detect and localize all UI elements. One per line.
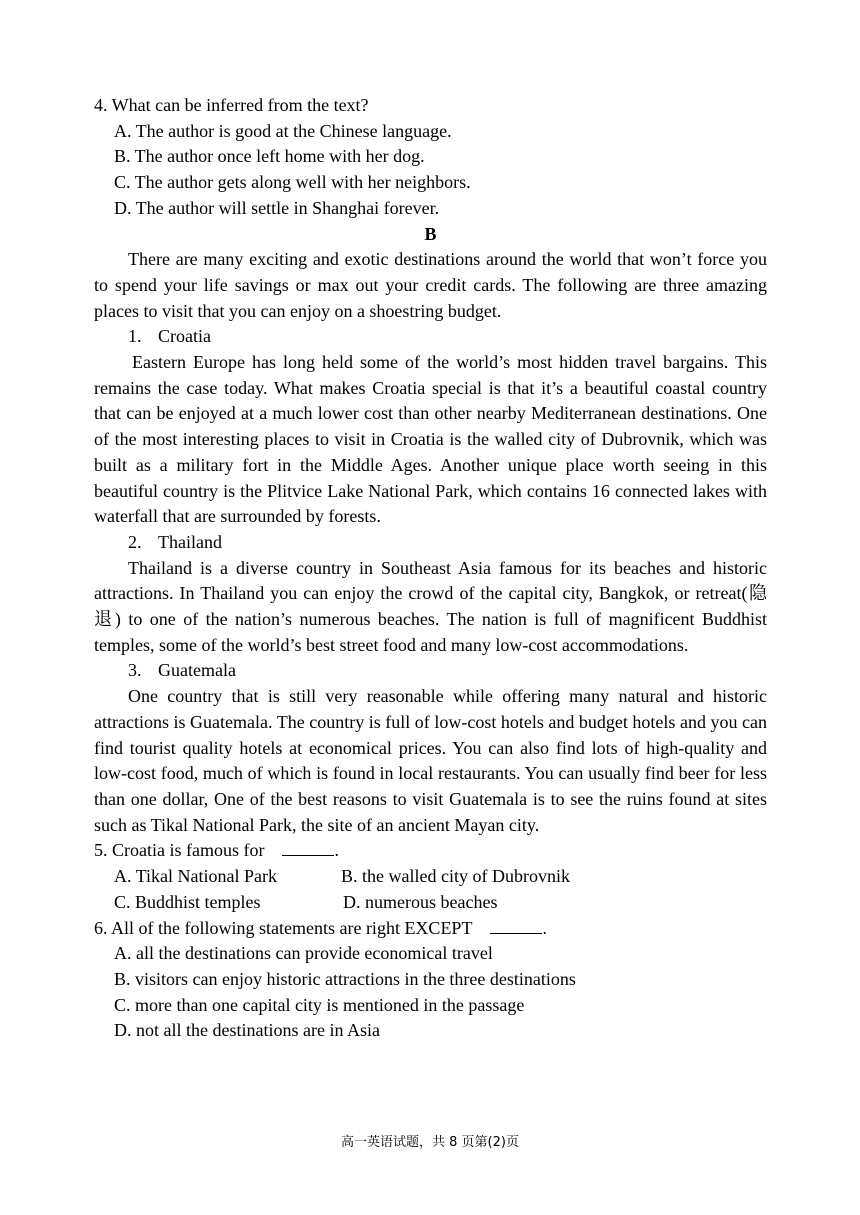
section-b-heading: B <box>424 223 437 244</box>
place-1-heading <box>94 324 767 350</box>
question-4-option-a: A. The author is good at the Chinese language. <box>114 120 452 141</box>
question-4-option-d: D. The author will settle in Shanghai forever. <box>114 197 440 218</box>
question-6-stem-text: 6. All of the following statements are right EXCEPT <box>94 917 473 938</box>
question-6-option-d: D. not all the destinations are in Asia <box>114 1020 380 1041</box>
question-6-option-c: C. more than one capital city is mentioned in the passage <box>114 994 525 1015</box>
place-3-number: 3. <box>128 660 142 681</box>
question-5-option-d: D. numerous beaches <box>343 891 498 912</box>
question-5-stem-end: . <box>334 840 339 861</box>
question-5-stem-text: 5. Croatia is famous for <box>94 840 265 861</box>
place-2-name: Thailand <box>158 531 222 552</box>
place-2-body <box>94 556 767 659</box>
place-2-paragraph: Thailand is a diverse country in Southeast Asia famous for its beaches and historic attractions. In Thailand you can enjoy the crowd of the capital city, Bangkok, or retreat(隐退) to one of the nation’s numerous beaches. The nation is full of magnificent Buddhist temples, some of the world’s best street food and many low-cost accommodations. <box>94 557 767 655</box>
intro-paragraph: There are many exciting and exotic destinations around the world that won’t force you to spend your life savings or max out your credit cards. The following are three amazing places to visit that you can enjoy on a shoestring budget. <box>94 249 767 321</box>
page-footer: 高一英语试题，共 8 页第(2)页 <box>341 1135 519 1150</box>
place-2-heading <box>94 530 767 556</box>
question-6-option-b: B. visitors can enjoy historic attractions in the three destinations <box>114 968 576 989</box>
question-5-stem <box>94 838 767 864</box>
place-3-heading <box>94 658 767 684</box>
answer-blank <box>282 838 334 856</box>
question-5-options-row-2 <box>94 890 767 916</box>
place-3-paragraph: One country that is still very reasonable while offering many natural and historic attractions is Guatemala. The country is full of low-cost hotels and budget hotels and you can find tourist quality hotels at economical prices. You can also find lots of high-quality and low-cost food, much of which is found in local restaurants. You can usually find beer for less than one dollar, One of the best reasons to visit Guatemala is to see the ruins found at sites such as Tikal National Park, the site of an ancient Mayan city. <box>94 686 767 835</box>
question-4-stem: 4. What can be inferred from the text? <box>94 95 369 115</box>
question-5-option-a: A. Tikal National Park <box>114 866 278 887</box>
place-1-body <box>94 350 767 530</box>
question-4-option-c: C. The author gets along well with her neighbors. <box>114 172 471 193</box>
place-3-name: Guatemala <box>158 660 236 681</box>
place-3-body <box>94 684 767 838</box>
section-b-intro <box>94 247 767 324</box>
question-5-options-row-1 <box>94 864 767 890</box>
place-1-name: Croatia <box>158 326 211 347</box>
question-6-stem-end: . <box>542 917 547 938</box>
place-1-number: 1. <box>128 326 142 347</box>
answer-blank <box>490 916 542 934</box>
question-5-option-c: C. Buddhist temples <box>114 891 261 912</box>
place-2-number: 2. <box>128 531 142 552</box>
place-1-paragraph: Eastern Europe has long held some of the world’s most hidden travel bargains. This remains the case today. What makes Croatia special is that it’s a beautiful coastal country that can be enjoyed at a much lower cost than other nearby Mediterranean destinations. One of the most interesting places to visit in Croatia is the walled city of Dubrovnik, which was built as a military fort in the Middle Ages. Another unique place worth seeing in this beautiful country is the Plitvice Lake National Park, which contains 16 connected lakes with waterfall that are surrounded by forests. <box>94 352 767 527</box>
question-4-option-b: B. The author once left home with her dog. <box>114 146 425 167</box>
page-content <box>94 93 767 1044</box>
question-6-option-a: A. all the destinations can provide economical travel <box>114 943 493 964</box>
question-6-stem <box>94 916 767 942</box>
question-5-option-b: B. the walled city of Dubrovnik <box>341 866 570 887</box>
